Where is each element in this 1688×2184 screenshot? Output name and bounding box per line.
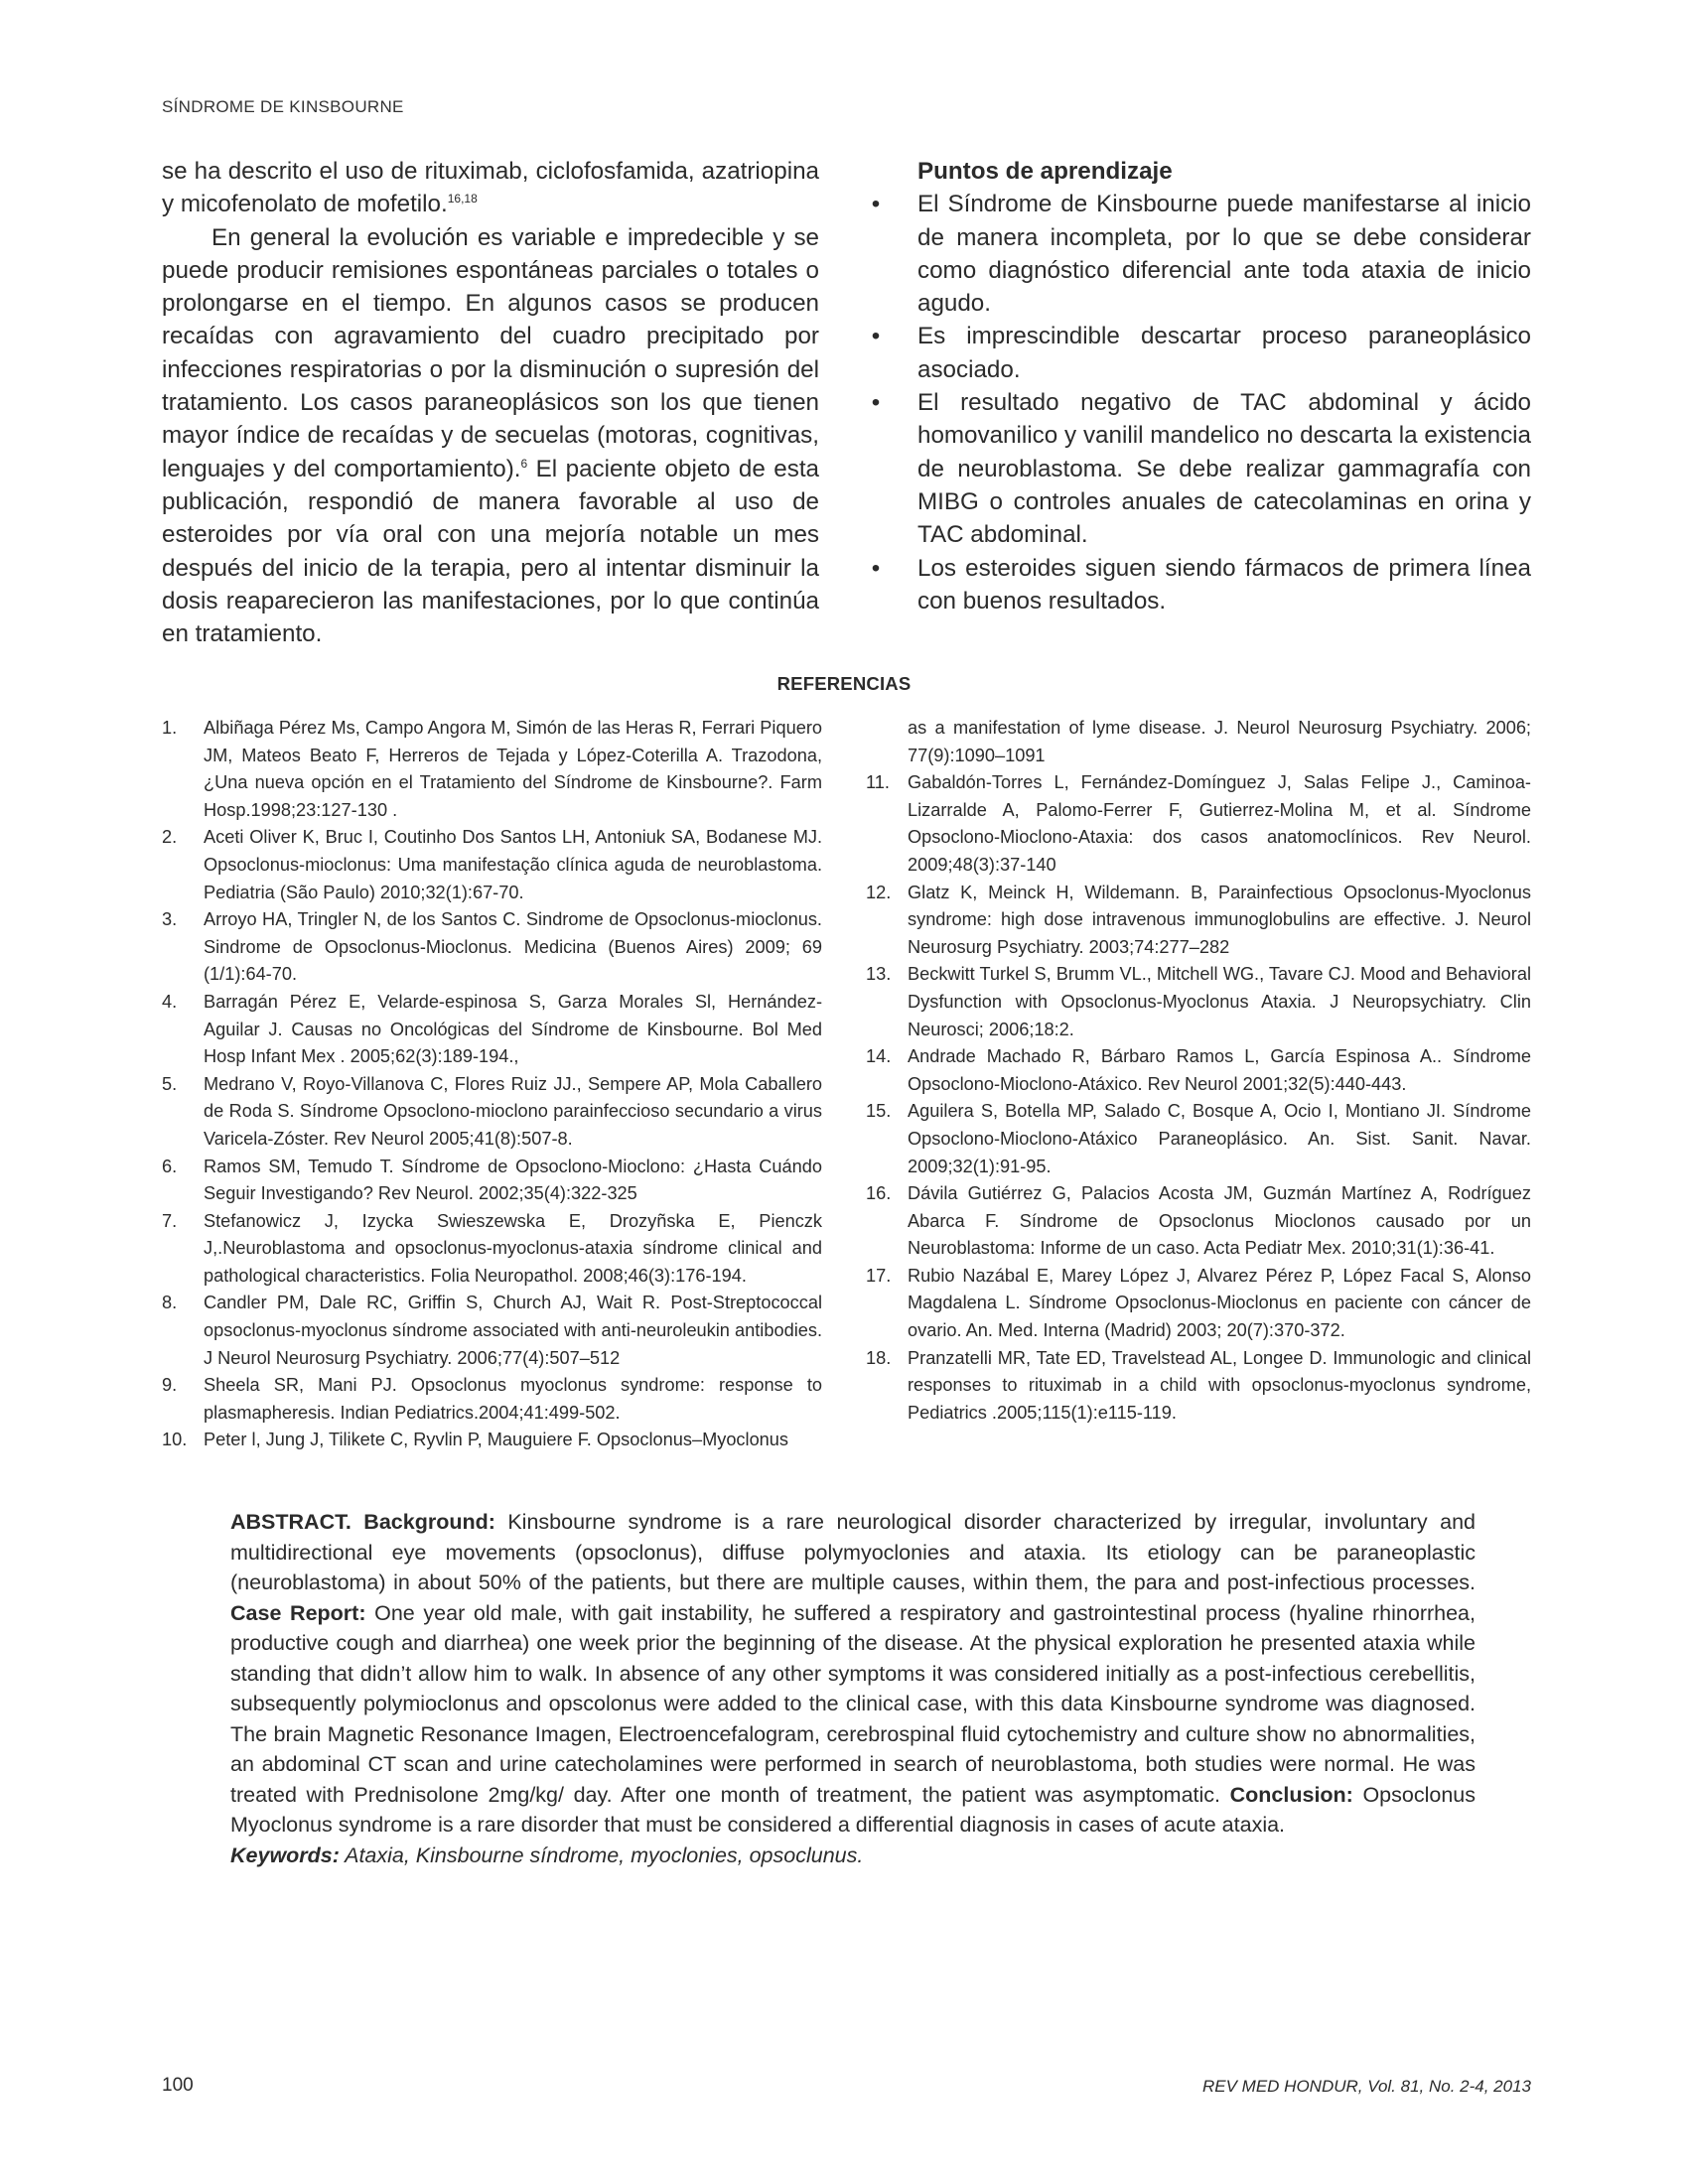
- reference-text: Peter l, Jung J, Tilikete C, Ryvlin P, Mauguiere F. Opsoclonus–Myoclonus: [204, 1430, 789, 1450]
- reference-text: Candler PM, Dale RC, Griffin S, Church AJ, Wait R. Post-Streptococcal opsoclonus-myoclonus síndrome associated with anti-neuroleukin antibodies. J Neurol Neurosurg Psychiatry. 2006;77(4):507–512: [204, 1293, 822, 1368]
- reference-item: [162, 1154, 822, 1208]
- reference-number: 11.: [866, 772, 890, 793]
- reference-item: [162, 715, 822, 824]
- english-abstract: [230, 1507, 1476, 1870]
- abstract-label: ABSTRACT.: [230, 1510, 352, 1534]
- reference-item: [162, 989, 822, 1071]
- reference-text: Aguilera S, Botella MP, Salado C, Bosque A, Ocio I, Montiano JI. Síndrome Opsoclono-Mioclono-Atáxico Paraneoplásico. An. Sist. Sanit. Navar. 2009;32(1):91-95.: [908, 1101, 1531, 1176]
- reference-number: 17.: [866, 1265, 892, 1286]
- reference-item: [162, 1290, 822, 1372]
- reference-item: [866, 1043, 1531, 1098]
- reference-number: 5.: [162, 1073, 178, 1094]
- references-left-column: [162, 715, 822, 1454]
- case-report-label: Case Report:: [230, 1600, 366, 1625]
- conclusion-label: Conclusion:: [1229, 1782, 1353, 1807]
- reference-number: 8.: [162, 1293, 178, 1313]
- learning-points-list: [866, 188, 1531, 617]
- reference-text: Ramos SM, Temudo T. Síndrome de Opsoclono-Mioclono: ¿Hasta Cuándo Seguir Investigando? Rev Neurol. 2002;35(4):322-325: [204, 1156, 822, 1204]
- learning-point-text: El Síndrome de Kinsbourne puede manifestarse al inicio de manera incompleta, por lo que se debe considerar como diagnóstico diferencial ante toda ataxia de inicio agudo.: [917, 191, 1531, 318]
- reference-item: [866, 880, 1531, 962]
- reference-number: 4.: [162, 991, 178, 1012]
- reference-text: Medrano V, Royo-Villanova C, Flores Ruiz JJ., Sempere AP, Mola Caballero de Roda S. Síndrome Opsoclono-mioclono parainfeccioso secundario a virus Varicela-Zóster. Rev Neurol 2005;41(8):507-8.: [204, 1073, 822, 1149]
- bullet-icon: •: [871, 554, 881, 582]
- references-heading: REFERENCIAS: [776, 673, 912, 694]
- reference-item: [162, 1071, 822, 1154]
- reference-list: [162, 715, 822, 1454]
- reference-item: [162, 1208, 822, 1291]
- journal-citation-footer: REV MED HONDUR, Vol. 81, No. 2-4, 2013: [1202, 2077, 1531, 2096]
- reference-number: 1.: [162, 718, 178, 738]
- abstract-paragraph: [230, 1507, 1476, 1841]
- reference-text: Beckwitt Turkel S, Brumm VL., Mitchell WG., Tavare CJ. Mood and Behavioral Dysfunction with Opsoclonus-Myoclonus Ataxia. J Neuropsychiatry. Clin Neurosci; 2006;18:2.: [908, 964, 1531, 1039]
- reference-number: 16.: [866, 1183, 892, 1204]
- learning-points-title: Puntos de aprendizaje: [917, 158, 1173, 185]
- reference-item: [162, 1427, 822, 1454]
- bullet-icon: •: [871, 323, 881, 350]
- reference-item: [162, 1372, 822, 1427]
- learning-point-text: Es imprescindible descartar proceso paraneoplásico asociado.: [917, 323, 1531, 383]
- body-text-left-column: [162, 155, 819, 650]
- bullet-icon: •: [871, 389, 881, 417]
- reference-number: 9.: [162, 1375, 178, 1396]
- reference-number: 10.: [162, 1430, 188, 1450]
- reference-number: 12.: [866, 882, 892, 902]
- running-head: SÍNDROME DE KINSBOURNE: [162, 97, 404, 116]
- reference-text: Gabaldón-Torres L, Fernández-Domínguez J, Salas Felipe J., Caminoa-Lizarralde A, Palomo-Ferrer F, Gutierrez-Molina M, et al. Síndrome Opsoclono-Mioclono-Ataxia: dos casos anatomoclínicos. Rev Neurol. 2009;48(3):37-140: [908, 772, 1531, 875]
- citation-superscript: 6: [520, 456, 528, 471]
- page-number: 100: [162, 2075, 194, 2096]
- reference-text: Albiñaga Pérez Ms, Campo Angora M, Simón de las Heras R, Ferrari Piquero JM, Mateos Beato F, Herreros de Tejada y López-Coterilla A. Trazodona, ¿Una nueva opción en el Tratamiento del Síndrome de Kinsbourne?. Farm Hosp.1998;23:127-130 .: [204, 718, 822, 820]
- reference-text: Glatz K, Meinck H, Wildemann. B, Parainfectious Opsoclonus-Myoclonus syndrome: high dose intravenous immunoglobulins are effective. J. Neurol Neurosurg Psychiatry. 2003;74:277–282: [908, 882, 1531, 957]
- learning-points-box: [866, 155, 1531, 617]
- learning-point-item: [866, 386, 1531, 551]
- reference-text: Arroyo HA, Tringler N, de los Santos C. Sindrome de Opsoclonus-mioclonus. Sindrome de Opsoclonus-Mioclonus. Medicina (Buenos Aires) 2009; 69 (1/1):64-70.: [204, 909, 822, 985]
- reference-item: [866, 1098, 1531, 1180]
- paragraph-text: se ha descrito el uso de rituximab, ciclofosfamida, azatriopina y micofenolato de mofetilo.: [162, 158, 819, 218]
- background-text: Kinsbourne syndrome is a rare neurological disorder characterized by irregular, involuntary and multidirectional eye movements (opsoclonus), diffuse polymyoclonies and ataxia. Its etiology can be paraneoplastic (neuroblastoma) in about 50% of the patients, but there are multiple causes, within them, the para and post-infectious processes.: [230, 1510, 1476, 1594]
- reference-text: Rubio Nazábal E, Marey López J, Alvarez Pérez P, López Facal S, Alonso Magdalena L. Síndrome Opsoclonus-Mioclonus en paciente con cáncer de ovario. An. Med. Interna (Madrid) 2003; 20(7):370-372.: [908, 1265, 1531, 1341]
- paragraph-text: En general la evolución es variable e impredecible y se puede producir remisiones espontáneas parciales o totales o prolongarse en el tiempo. En algunos casos se producen recaídas con agravamiento del cuadro precipitado por infecciones respiratorias o por la disminución o supresión del tratamiento. Los casos paraneoplásicos son los que tienen mayor índice de recaídas y de secuelas (motoras, cognitivas, lenguajes y del comportamiento).: [162, 223, 819, 482]
- learning-point-text: Los esteroides siguen siendo fármacos de primera línea con buenos resultados.: [917, 554, 1531, 614]
- reference-number: 6.: [162, 1156, 178, 1176]
- paragraph-treatment: [162, 155, 819, 221]
- reference-item: [162, 906, 822, 989]
- paragraph-text: El paciente objeto de esta publicación, respondió de manera favorable al uso de esteroides por vía oral con una mejoría notable un mes después del inicio de la terapia, pero al intentar disminuir la dosis reaparecieron las manifestaciones, por lo que continúa en tratamiento.: [162, 455, 819, 648]
- reference-item: [866, 961, 1531, 1043]
- reference-number: 3.: [162, 909, 178, 930]
- reference-number: 18.: [866, 1347, 892, 1368]
- reference-item: [162, 824, 822, 906]
- learning-point-item: [866, 320, 1531, 386]
- keywords-label: Keywords:: [230, 1843, 340, 1867]
- reference-continuation: as a manifestation of lyme disease. J. Neurol Neurosurg Psychiatry. 2006; 77(9):1090–1091: [908, 718, 1531, 765]
- reference-item: [866, 1345, 1531, 1428]
- case-report-text: One year old male, with gait instability, he suffered a respiratory and gastrointestinal process (hyaline rhinorrhea, productive cough and diarrhea) one week prior the beginning of the disease. At the physical exploration he presented ataxia while standing that didn’t allow him to walk. In absence of any other symptoms it was considered initially as a post-infectious cerebellitis, subsequently polymioclonus and opscolonus were added to the clinical case, with this data Kinsbourne syndrome was diagnosed. The brain Magnetic Resonance Imagen, Electroencefalogram, cerebrospinal fluid cytochemistry and culture show no abnormalities, an abdominal CT scan and urine catecholamines were performed in search of neuroblastoma, both studies were normal. He was treated with Prednisolone 2mg/kg/ day. After one month of treatment, the patient was asymptomatic.: [230, 1600, 1476, 1807]
- reference-number: 15.: [866, 1101, 892, 1122]
- bullet-icon: •: [871, 191, 881, 218]
- keywords-line: [230, 1841, 1476, 1871]
- reference-number: 13.: [866, 964, 892, 985]
- conclusion-text: Opsoclonus Myoclonus syndrome is a rare disorder that must be considered a differential diagnosis in cases of acute ataxia.: [230, 1782, 1476, 1837]
- paragraph-evolution: [162, 221, 819, 651]
- reference-text: Dávila Gutiérrez G, Palacios Acosta JM, Guzmán Martínez A, Rodríguez Abarca F. Síndrome de Opsoclonus Mioclonos causado por un Neuroblastoma: Informe de un caso. Acta Pediatr Mex. 2010;31(1):36-41.: [908, 1183, 1531, 1259]
- learning-point-text: El resultado negativo de TAC abdominal y ácido homovanilico y vanilil mandelico no descarta la existencia de neuroblastoma. Se debe realizar gammagrafía con MIBG o controles anuales de catecolaminas en orina y TAC abdominal.: [917, 389, 1531, 549]
- reference-text: Pranzatelli MR, Tate ED, Travelstead AL, Longee D. Immunologic and clinical responses to rituximab in a child with opsoclonus-myoclonus syndrome, Pediatrics .2005;115(1):e115-119.: [908, 1347, 1531, 1423]
- reference-list: [866, 769, 1531, 1427]
- reference-text: Sheela SR, Mani PJ. Opsoclonus myoclonus syndrome: response to plasmapheresis. Indian Pediatrics.2004;41:499-502.: [204, 1375, 822, 1423]
- learning-point-item: [866, 552, 1531, 618]
- background-label: Background:: [363, 1510, 495, 1534]
- reference-item: [866, 1263, 1531, 1345]
- reference-text: Andrade Machado R, Bárbaro Ramos L, García Espinosa A.. Síndrome Opsoclono-Mioclono-Atáxico. Rev Neurol 2001;32(5):440-443.: [908, 1046, 1531, 1094]
- keywords-text: Ataxia, Kinsbourne síndrome, myoclonies, opsoclunus.: [339, 1843, 864, 1867]
- reference-item: [866, 769, 1531, 879]
- reference-text: Aceti Oliver K, Bruc I, Coutinho Dos Santos LH, Antoniuk SA, Bodanese MJ. Opsoclonus-mioclonus: Uma manifestação clínica aguda de neuroblastoma. Pediatria (São Paulo) 2010;32(1):67-70.: [204, 827, 822, 902]
- citation-superscript: 16,18: [447, 192, 478, 206]
- reference-text: Barragán Pérez E, Velarde-espinosa S, Garza Morales Sl, Hernández-Aguilar J. Causas no Oncológicas del Síndrome de Kinsbourne. Bol Med Hosp Infant Mex . 2005;62(3):189-194.,: [204, 991, 822, 1067]
- reference-number: 14.: [866, 1046, 892, 1067]
- references-right-column: [866, 715, 1531, 1427]
- reference-text: Stefanowicz J, Izycka Swieszewska E, Drozyñska E, Pienczk J,.Neuroblastoma and opsoclonus-myoclonus-ataxia síndrome clinical and pathological characteristics. Folia Neuropathol. 2008;46(3):176-194.: [204, 1210, 822, 1286]
- reference-number: 2.: [162, 827, 178, 848]
- reference-number: 7.: [162, 1210, 178, 1231]
- reference-item: [866, 1180, 1531, 1263]
- learning-point-item: [866, 188, 1531, 320]
